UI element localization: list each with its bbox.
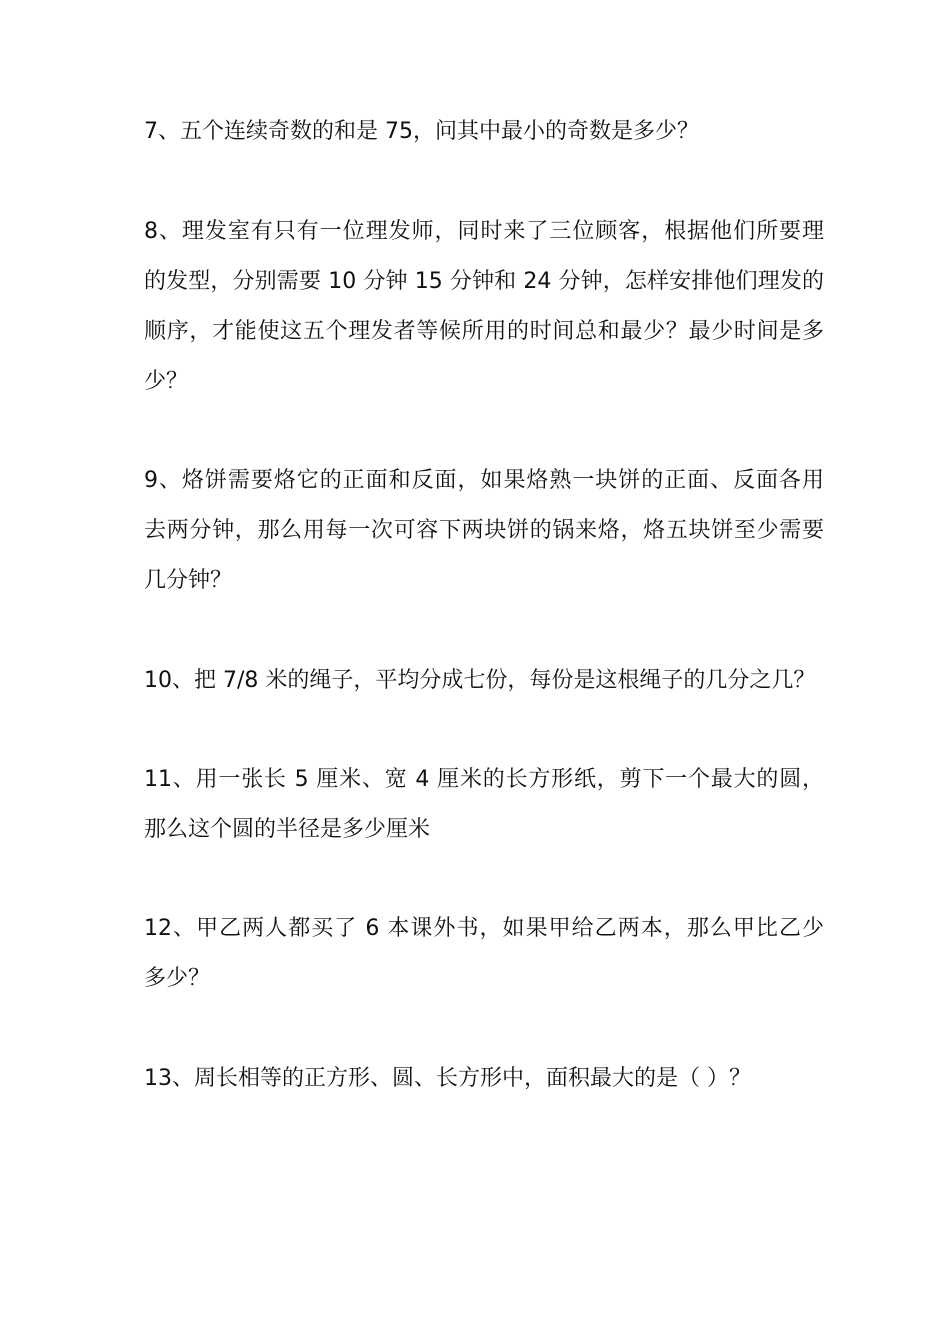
question-13-line-1: 13、周长相等的正方形、圆、长方形中，面积最大的是（ ）？ xyxy=(144,1066,751,1091)
question-9-line-3: 几分钟？ xyxy=(144,568,233,593)
question-8-line-4: 少？ xyxy=(144,369,189,394)
question-8-line-2: 的发型，分别需要 10 分钟 15 分钟和 24 分钟，怎样安排他们理发的 xyxy=(144,269,824,294)
question-8-line-3: 顺序，才能使这五个理发者等候所用的时间总和最少？最少时间是多 xyxy=(144,319,824,344)
question-12-line-2: 多少？ xyxy=(144,966,211,991)
question-11-line-2: 那么这个圆的半径是多少厘米 xyxy=(144,817,431,842)
question-8-line-1: 8、理发室有只有一位理发师，同时来了三位顾客，根据他们所要理 xyxy=(144,219,824,244)
question-7-line-1: 7、五个连续奇数的和是 75，问其中最小的奇数是多少？ xyxy=(144,119,699,144)
question-9-line-1: 9、烙饼需要烙它的正面和反面，如果烙熟一块饼的正面、反面各用 xyxy=(144,468,824,493)
question-10-line-1: 10、把 7/8 米的绳子，平均分成七份，每份是这根绳子的几分之几？ xyxy=(144,668,816,693)
question-9-line-2: 去两分钟，那么用每一次可容下两块饼的锅来烙，烙五块饼至少需要 xyxy=(144,518,824,543)
question-12-line-1: 12、甲乙两人都买了 6 本课外书，如果甲给乙两本，那么甲比乙少 xyxy=(144,916,824,941)
question-11-line-1: 11、用一张长 5 厘米、宽 4 厘米的长方形纸，剪下一个最大的圆， xyxy=(144,767,824,792)
